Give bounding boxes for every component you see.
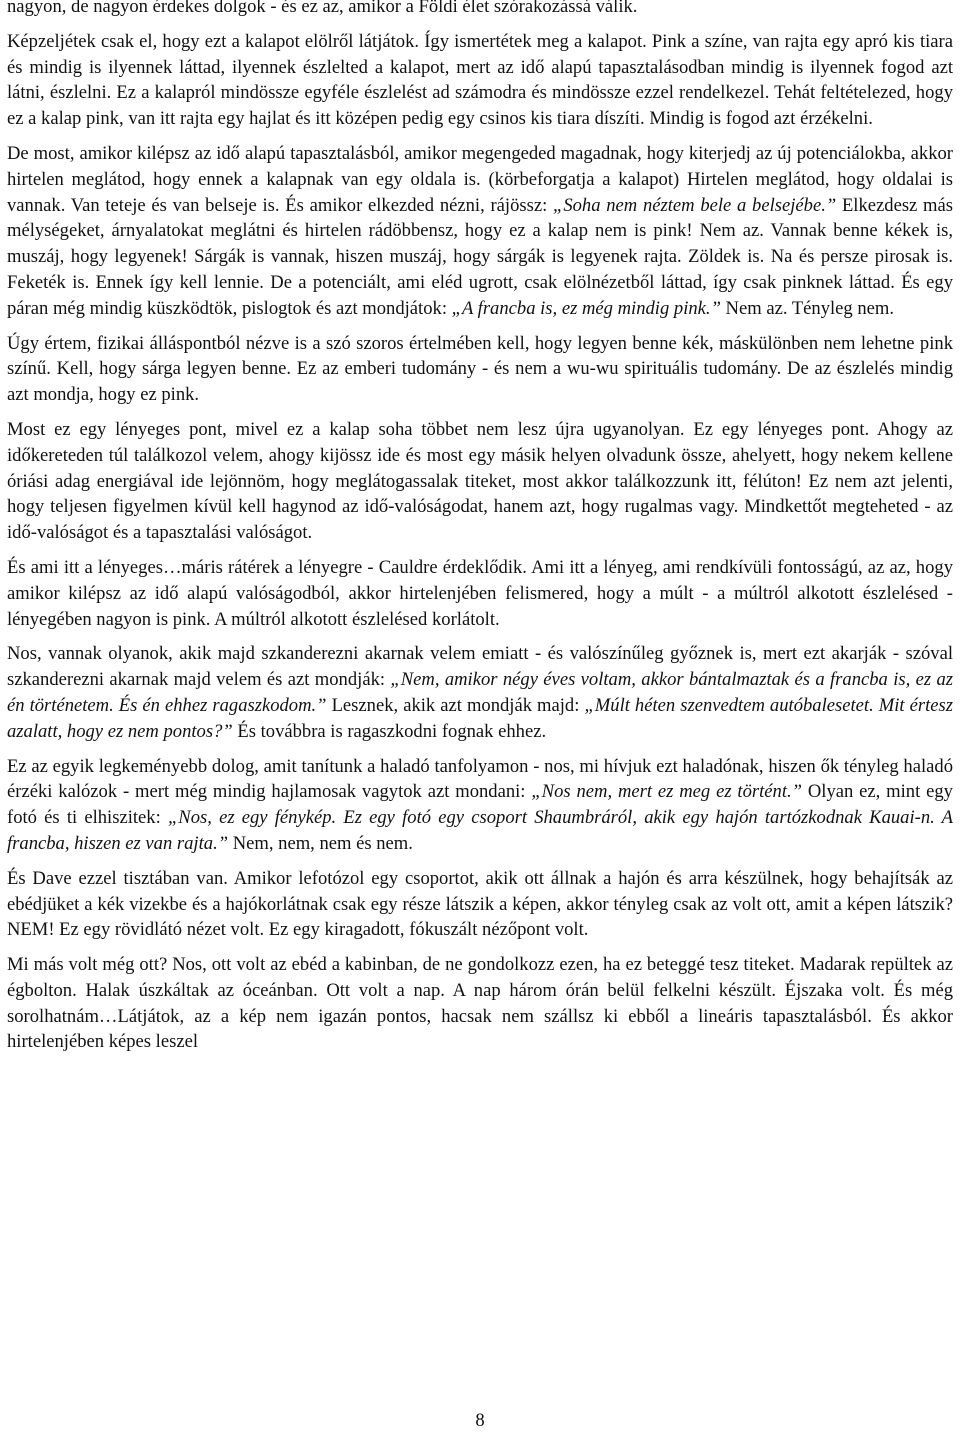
text-run: Nem az. Tényleg nem. xyxy=(720,297,895,319)
text-run: És Dave ezzel tisztában van. Amikor lefotózol egy csoportot, akik ott állnak a hajón és arra készülnek, hogy behajítsák az ebédjüket a kék vizekbe és a hajókorlátnak csak egy része látszik a képen, akkor tényleg csak az volt ott, amit a képen látszik? NEM! Ez egy rövidlátó nézet volt. Ez egy kiragadott, fókuszált nézőpont volt. xyxy=(7,867,953,941)
text-run: Ez az egyik legkeményebb dolog, amit tanítunk a haladó tanfolyamon - nos, mi hívjuk ezt haladónak, hiszen ők tényleg haladó érzéki kalózok - mert még mindig hajlamosak vagytok azt mondani: xyxy=(7,755,953,803)
paragraph xyxy=(7,417,953,546)
document-body xyxy=(7,0,953,1064)
text-run: Úgy értem, fizikai álláspontból nézve is a szó szoros értelmében kell, hogy legyen benne kék, máskülönben nem lehetne pink színű. Kell, hogy sárga legyen benne. Ez az emberi tudomány - és nem a wu-wu spirituális tudomány. De az észlelés mindig azt mondja, hogy ez pink. xyxy=(7,332,953,406)
paragraph xyxy=(7,331,953,408)
paragraph xyxy=(7,141,953,322)
italic-quote: „Nos, ez egy fénykép. Ez egy fotó egy csoport Shaumbráról, akik egy hajón tartózkodnak Kauai-n. A francba, hiszen ez van rajta.” xyxy=(7,807,953,854)
text-run: Képzeljétek csak el, hogy ezt a kalapot elölről látjátok. Így ismertétek meg a kalapot. Pink a színe, van rajta egy apró kis tiara és mindig is ilyennek láttad, ilyennek észlelted a kalapot, mert az idő alapú tapasztalásodban mindig is ilyennek fogod azt látni, észlelni. Ez a kalapról mindössze egyféle észlelést ad számodra és mindössze ezzel rendelkezel. Tehát feltételezed, hogy ez a kalap pink, van itt rajta egy hajlat és itt középen pedig egy csinos kis tiara díszíti. Mindig is fogod azt érzékelni. xyxy=(7,30,953,130)
paragraph xyxy=(7,952,953,1055)
paragraph xyxy=(7,866,953,943)
text-run: Lesznek, akik azt mondják majd: xyxy=(326,694,585,716)
paragraph xyxy=(7,0,953,20)
text-run: Mi más volt még ott? Nos, ott volt az ebéd a kabinban, de ne gondolkozz ezen, ha ez beteggé tesz titeket. Madarak repültek az égbolton. Halak úszkáltak az óceánban. Ott volt a nap. A nap három órán belül felkelni készült. Éjszaka volt. És még sorolhatnám…Látjátok, az a kép nem igazán pontos, hacsak nem szállsz ki ebből a lineáris tapasztalásból. És akkor hirtelenjében képes leszel xyxy=(7,954,953,1053)
page-number: 8 xyxy=(475,1410,485,1431)
text-run: És ami itt a lényeges…máris rátérek a lényegre - Cauldre érdeklődik. Ami itt a lényeg, ami rendkívüli fontosságú, az az, hogy amikor kilépsz az idő alapú valóságodból, akkor hirtelenjében felismered, hogy a múlt - a múltról alkotott észlelésed - lényegében nagyon is pink. A múltról alkotott észlelésed korlátolt. xyxy=(7,556,953,630)
text-run: Nem, nem, nem és nem. xyxy=(228,832,413,854)
text-run: Elkezdesz más mélységeket, árnyalatokat meglátni és hirtelen rádöbbensz, hogy ez a kalap nem is pink! Nem az. Vannak benne kékek is, muszáj, hogy legyenek! Sárgák is vannak, hiszen muszáj, hogy sárgák is legyenek rajta. Zöldek is. Na és persze pirosak is. Feketék is. Ennek így kell lennie. De a potenciált, ami eléd ugrott, csak elölnézetből láttad, így csak pinknek láttad. És egy páran még mindig küszködtök, pislogtok és azt mondjátok: xyxy=(7,194,953,319)
italic-quote: „Nem, amikor négy éves voltam, akkor bántalmaztak és a francba is, ez az én történetem. És én ehhez ragaszkodom.” xyxy=(7,669,953,716)
text-run: Olyan ez, mint egy fotó és ti elhiszitek: xyxy=(7,781,953,829)
text-run: Nos, vannak olyanok, akik majd szkanderezni akarnak velem emiatt - és valószínűleg győznek is, mert ezt akarják - szóval szkanderezni akarnak majd velem és azt mondják: xyxy=(7,643,953,691)
text-run: És továbbra is ragaszkodni fognak ehhez. xyxy=(232,720,547,742)
paragraph xyxy=(7,754,953,857)
italic-quote: „A francba is, ez még mindig pink.” xyxy=(451,297,721,319)
paragraph xyxy=(7,641,953,744)
text-run: Most ez egy lényeges pont, mivel ez a kalap soha többet nem lesz újra ugyanolyan. Ez egy lényeges pont. Ahogy az időkereteden túl találkozol velem, ahogy kijössz ide és most egy másik helyen olvadunk össze, ahelyett, hogy nekem kellene óriási adag energiával ide lejönnöm, hogy meglátogassalak titeket, most akkor találkozzunk itt, félúton! Ez nem azt jelenti, hogy teljesen figyelmen kívül kell hagynod az idő-valóságodat, hanem azt, hogy rugalmas vagy. Mindkettőt megteheted - az idő-valóságot és a tapasztalási valóságot. xyxy=(7,418,953,544)
italic-quote: „Nos nem, mert ez meg ez történt.” xyxy=(531,781,802,803)
text-run: nagyon, de nagyon érdekes dolgok - és ez az, amikor a Földi élet szórakozássá válik. xyxy=(7,0,638,17)
paragraph xyxy=(7,29,953,132)
italic-quote: „Soha nem néztem bele a belsejébe.” xyxy=(553,194,837,216)
italic-quote: „Múlt héten szenvedtem autóbalesetet. Mit értesz azalatt, hogy ez nem pontos?” xyxy=(7,694,953,742)
text-run: De most, amikor kilépsz az idő alapú tapasztalásból, amikor megengeded magadnak, hogy kiterjedj az új potenciálokba, akkor hirtelen meglátod, hogy ennek a kalapnak van egy oldala is. (körbeforgatja a kalapot) Hirtelen meglátod, hogy oldalai is vannak. Van teteje és van belseje is. És amikor elkezded nézni, rájössz: xyxy=(7,142,953,216)
paragraph xyxy=(7,555,953,632)
